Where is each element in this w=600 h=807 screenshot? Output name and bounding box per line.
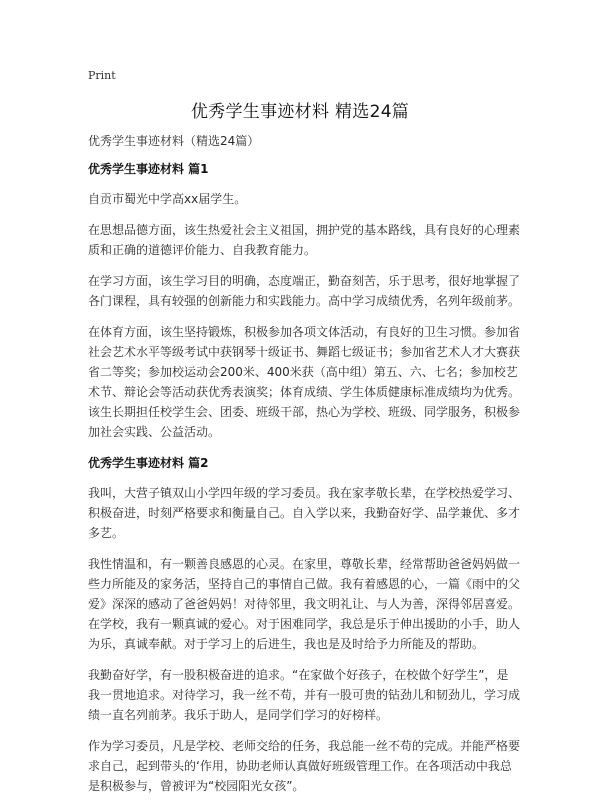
article-body [88,131,520,807]
paragraph: 我勤奋好学，有一股积极奋进的追求。“在家做个好孩子，在校做个好学生”，是我一贯地追求。对待学习，我一丝不苟，并有一股可贵的钻劲儿和韧劲儿，学习成绩一直名列前茅。我乐于助人，是同学们学习的好榜样。 [88,668,521,722]
paragraph: 我性情温和，有一颗善良感恩的心灵。在家里，尊敬长辈，经常帮助爸爸妈妈做一些力所能及的家务活，坚持自己的事情自己做。我有着感恩的心，一篇《雨中的父爱》深深的感动了爸爸妈妈！对待邻里，我文明礼让、与人为善，深得邻居喜爱。在学校，我有一颗真诚的爱心。对于困难同学，我总是乐于伸出援助的小手，助人为乐，真诚奉献。对于学习上的后进生，我也是及时给予力所能及的帮助。 [88,557,521,651]
section-2 [88,453,520,796]
print-link[interactable]: Print [88,69,116,82]
paragraph: 在学习方面，该生学习目的明确，态度端正，勤奋刻苦，乐于思考，很好地掌握了各门课程，具有较强的创新能力和实践能力。高中学习成绩优秀，名列年级前茅。 [88,274,521,308]
section-1 [88,159,520,442]
subtitle: 优秀学生事迹材料（精选24篇） [88,134,260,148]
paragraph: 自贡市蜀光中学高xx届学生。 [88,192,247,206]
paragraph: 作为学习委员，凡是学校、老师交给的任务，我总能一丝不苟的完成。并能严格要求自己，起到带头的‘作用，协助老师认真做好班级管理工作。在各项活动中我总是积极参与，曾被评为“校园阳光女孩”。 [88,739,521,793]
page-title: 优秀学生事迹材料 精选24篇 [190,102,410,122]
paragraph: 我叫，大营子镇双山小学四年级的学习委员。我在家孝敬长辈，在学校热爱学习、积极奋进，时刻严格要求和衡量自己。自入学以来，我勤奋好学、品学兼优、多才多艺。 [88,486,521,540]
section-heading: 优秀学生事迹材料 篇2 [88,456,209,470]
paragraph: 在思想品德方面，该生热爱社会主义祖国，拥护党的基本路线，具有良好的心理素质和正确的道德评价能力、自我教育能力。 [88,223,521,257]
section-heading: 优秀学生事迹材料 篇1 [88,162,209,176]
paragraph: 在体育方面，该生坚持锻炼，积极参加各项文体活动，有良好的卫生习惯。参加省社会艺术水平等级考试中获钢琴十级证书、舞蹈七级证书；参加省艺术人才大赛获省二等奖；参加校运动会200米、400米获（高中组）第五、六、七名；参加校艺术节、辩论会等活动获优秀表演奖；体育成绩、学生体质健康标准成绩均为优秀。该生长期担任校学生会、团委、班级干部，热心为学校、班级、同学服务，积极参加社会实践、公益活动。 [88,325,521,439]
